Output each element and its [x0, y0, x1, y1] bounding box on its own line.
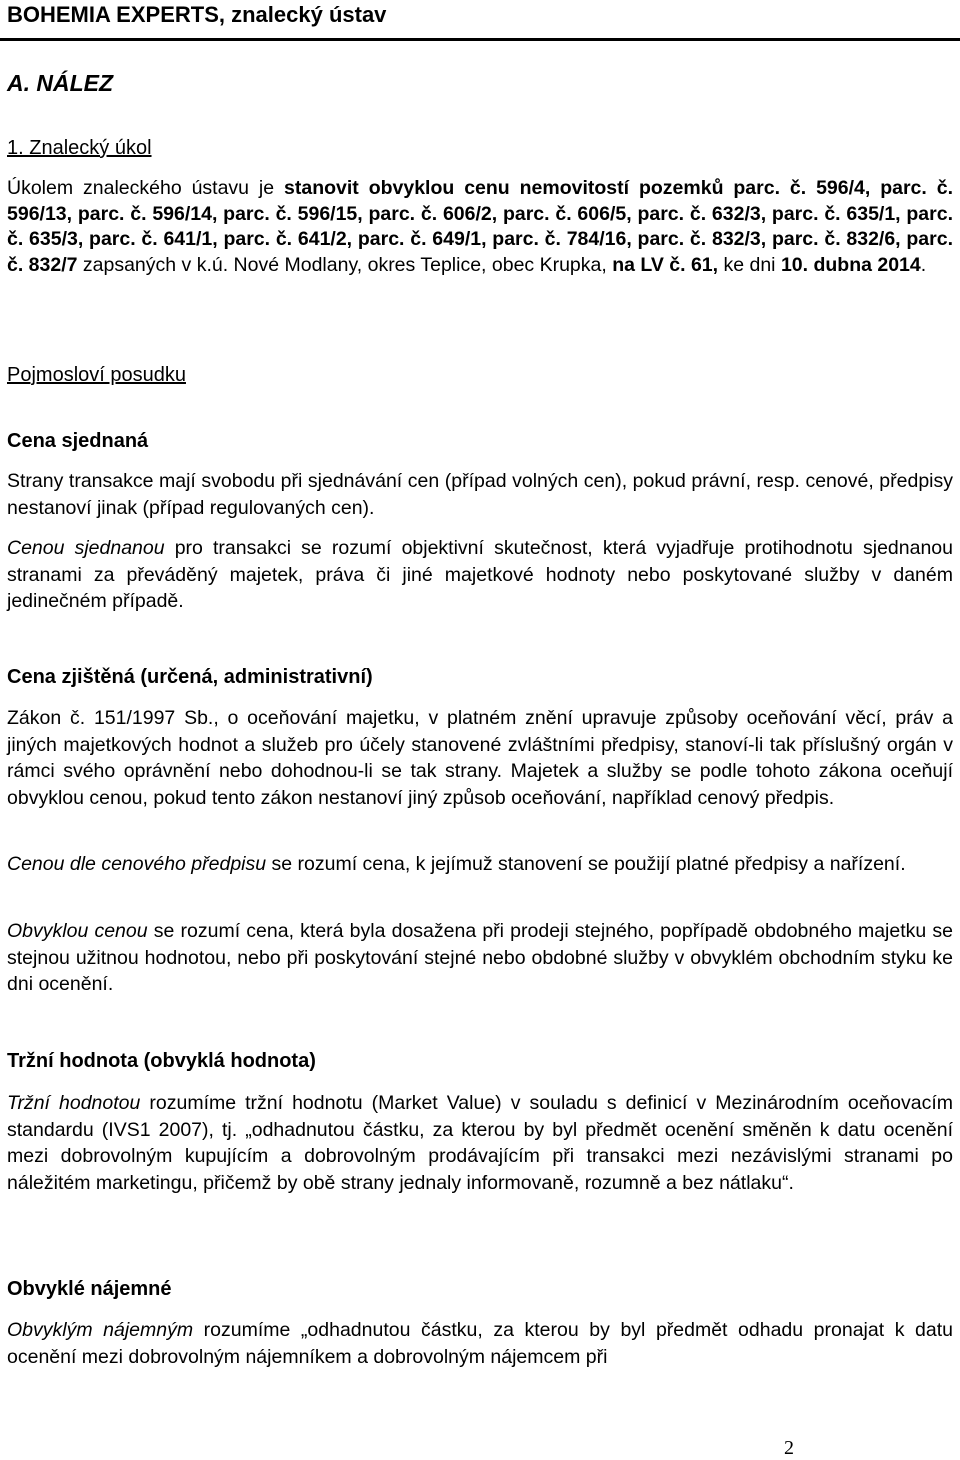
- regulated-price-definition: se rozumí cena, k jejímuž stanovení se použijí platné předpisy a nařízení.: [266, 853, 906, 875]
- terms-heading: Pojmosloví posudku: [7, 364, 186, 386]
- negotiated-price-paragraph-1: Strany transakce mají svobodu při sjednávání cen (případ volných cen), pokud právní, resp. cenové, předpisy nestanoví jinak (případ regulovaných cen).: [7, 470, 953, 519]
- task-text-date: 10. dubna 2014: [780, 253, 921, 276]
- determined-price-paragraph-1: Zákon č. 151/1997 Sb., o oceňování majetku, v platném znění upravuje způsoby oceňování věcí, práv a jiných majetkových hodnot a služeb pro účely stanovené zvláštními předpisy, stanoví-li tak příslušný orgán v rámci svého oprávnění nebo dohodnou-li se tak strany. Majetek a služby se podle tohoto zákona oceňují obvyklou cenou, pokud tento zákon nestanoví jiný způsob oceňování, například cenový předpis.: [7, 707, 953, 809]
- usual-price-term: Obvyklou cenou: [7, 920, 148, 942]
- task-text-intro: Úkolem znaleckého ústavu je: [7, 177, 285, 199]
- determined-price-heading: Cena zjištěná (určená, administrativní): [7, 666, 373, 688]
- task-text-location: zapsaných v k.ú. Nové Modlany, okres Teplice, obec Krupka,: [77, 253, 613, 276]
- task-text-lv-label: na LV č.: [612, 253, 686, 276]
- negotiated-price-definition: pro transakci se rozumí objektivní skutečnost, která vyjadřuje protihodnotu sjednanou stranami za převáděný majetek, práva či jiné majetkové hodnoty nebo poskytované služby v daném jedinečném případě.: [7, 537, 953, 612]
- task-heading: 1. Znalecký úkol: [7, 137, 152, 159]
- header-divider: [0, 38, 960, 41]
- usual-rent-definition: rozumíme „odhadnutou částku, za kterou by byl předmět odhadu pronajat k datu ocenění mezi dobrovolným nájemníkem a dobrovolným nájemcem při: [7, 1319, 953, 1368]
- usual-rent-heading: Obvyklé nájemné: [7, 1278, 172, 1300]
- task-text-lv-number: 61,: [690, 253, 719, 276]
- usual-price-definition: se rozumí cena, která byla dosažena při prodeji stejného, popřípadě obdobného majetku se stejnou užitnou hodnotou, nebo při poskytování stejné nebo obdobné služby v obvyklém obchodním styku ke dni ocenění.: [7, 920, 953, 995]
- section-title: A. NÁLEZ: [7, 70, 114, 96]
- document-header-title: BOHEMIA EXPERTS, znalecký ústav: [7, 2, 387, 27]
- determined-price-paragraph-3: [7, 918, 953, 998]
- negotiated-price-paragraph-2: [7, 535, 953, 615]
- market-value-heading: Tržní hodnota (obvyklá hodnota): [7, 1050, 316, 1072]
- task-text-parcels: stanovit obvyklou cenu nemovitostí pozemků parc. č. 596/4, parc. č. 596/13, parc. č. 596/14, parc. č. 596/15, parc. č. 606/2, parc. č. 606/5, parc. č. 632/3, parc. č. 635/1, parc. č. 635/3, parc. č. 641/1, parc. č. 641/2, parc. č. 649/1, parc. č. 784/16, parc. č. 832/3, parc. č. 832/6, parc. č. 832/7: [7, 177, 953, 276]
- task-paragraph: [7, 176, 953, 278]
- page-number: 2: [784, 1437, 794, 1459]
- determined-price-paragraph-2: [7, 851, 953, 878]
- negotiated-price-term: Cenou sjednanou: [7, 537, 165, 559]
- usual-rent-paragraph: [7, 1317, 953, 1370]
- usual-rent-term: Obvyklým nájemným: [7, 1319, 194, 1341]
- task-text-date-label: ke dni: [718, 253, 781, 276]
- market-value-definition: rozumíme tržní hodnotu (Market Value) v souladu s definicí v Mezinárodním oceňovacím standardu (IVS1 2007), tj. „odhadnutou částku, za kterou by byl předmět ocenění směněn k datu ocenění mezi dobrovolným kupujícím a dobrovolným prodávajícím při transakci mezi nezávislými stranami po náležitém marketingu, přičemž by obě strany jednaly informovaně, rozumně a bez nátlaku“.: [7, 1092, 953, 1194]
- regulated-price-term: Cenou dle cenového předpisu: [7, 853, 267, 875]
- market-value-paragraph: [7, 1090, 953, 1196]
- negotiated-price-heading: Cena sjednaná: [7, 430, 149, 452]
- market-value-term: Tržní hodnotou: [7, 1092, 141, 1114]
- task-text-end: .: [920, 253, 927, 276]
